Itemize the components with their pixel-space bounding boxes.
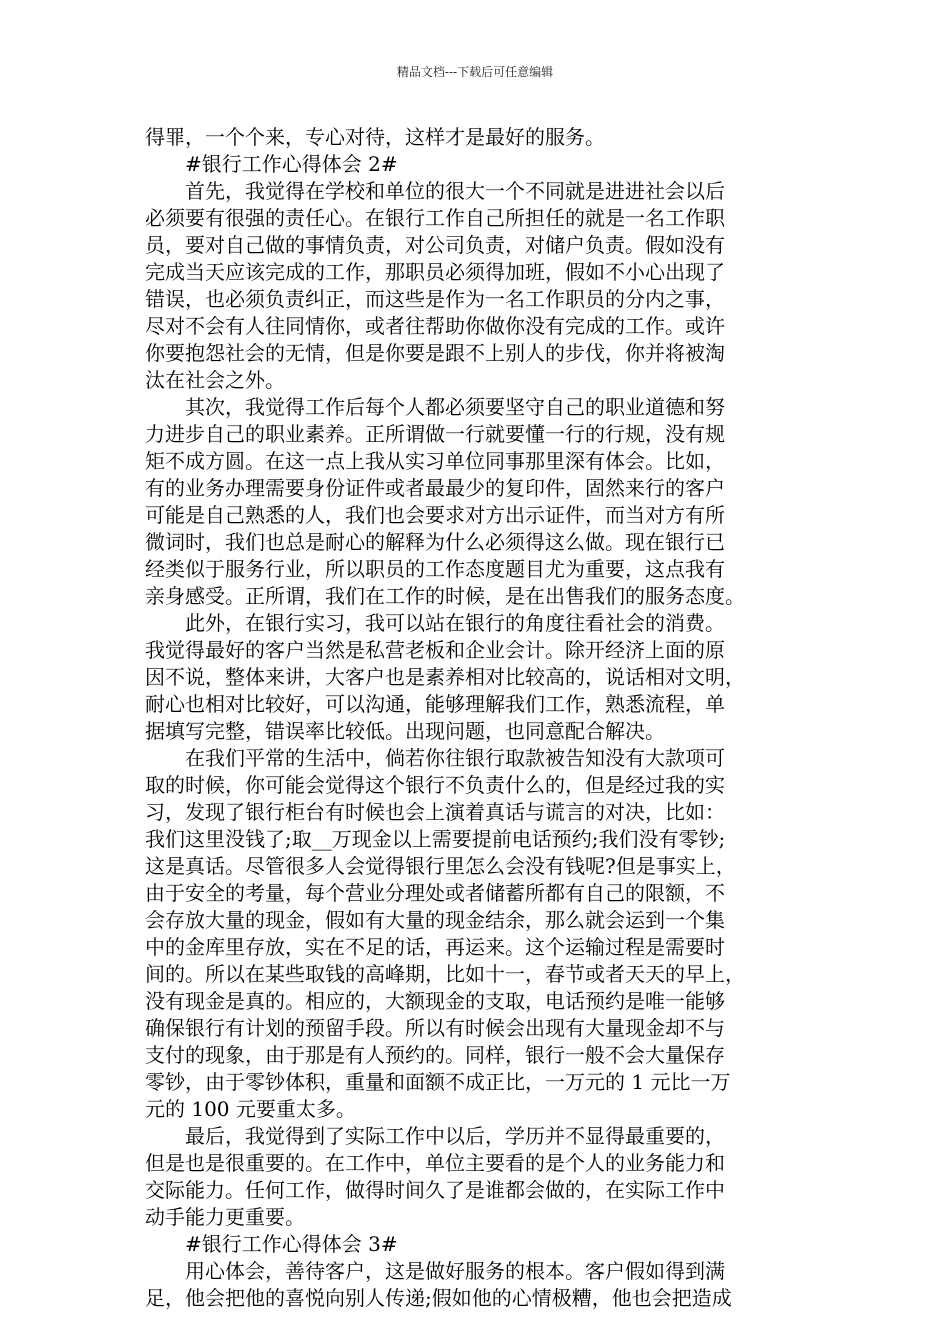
page-header: 精品文档---下载后可任意编辑 xyxy=(396,65,554,79)
text-line: 由于安全的考量，每个营业分理处或者储蓄所都有自己的限额，不 xyxy=(145,881,725,905)
text-line: 首先，我觉得在学校和单位的很大一个不同就是进进社会以后 xyxy=(185,179,725,203)
text-line: 耐心也相对比较好，可以沟通，能够理解我们工作，熟悉流程，单 xyxy=(145,692,725,716)
text-line: 最后，我觉得到了实际工作中以后，学历并不显得最重要的， xyxy=(185,1124,725,1148)
text-line: #银行工作心得体会 3# xyxy=(185,1232,398,1256)
document-body xyxy=(145,124,805,1312)
text-line: 微词时，我们也总是耐心的解释为什么必须得这么做。现在银行已 xyxy=(145,530,725,554)
text-line: 会存放大量的现金，假如有大量的现金结余，那么就会运到一个集 xyxy=(145,908,725,932)
text-line: 用心体会，善待客户，这是做好服务的根本。客户假如得到满 xyxy=(185,1259,725,1283)
text-line: 确保银行有计划的预留手段。所以有时候会出现有大量现金却不与 xyxy=(145,1016,725,1040)
text-line: 其次，我觉得工作后每个人都必须要坚守自己的职业道德和努 xyxy=(185,395,725,419)
text-line: 完成当天应该完成的工作，那职员必须得加班，假如不小心出现了 xyxy=(145,260,725,284)
text-line: 支付的现象，由于那是有人预约的。同样，银行一般不会大量保存 xyxy=(145,1043,725,1067)
text-line: 有的业务办理需要身份证件或者最最少的复印件，固然来行的客户 xyxy=(145,476,725,500)
text-line: 因不说，整体来讲，大客户也是素养相对比较高的，说话相对文明， xyxy=(145,665,745,689)
text-line: 交际能力。任何工作，做得时间久了是谁都会做的，在实际工作中 xyxy=(145,1178,725,1202)
text-line: 力进步自己的职业素养。正所谓做一行就要懂一行的行规，没有规 xyxy=(145,422,725,446)
text-line: 零钞，由于零钞体积，重量和面额不成正比，一万元的 1 元比一万 xyxy=(145,1070,731,1094)
text-line: 经类似于服务行业，所以职员的工作态度题目尤为重要，这点我有 xyxy=(145,557,725,581)
text-line: 习，发现了银行柜台有时候也会上演着真话与谎言的对决，比如： xyxy=(145,800,725,824)
text-line: 我觉得最好的客户当然是私营老板和企业会计。除开经济上面的原 xyxy=(145,638,725,662)
text-line: 据填写完整，错误率比较低。出现问题，也同意配合解决。 xyxy=(145,719,665,743)
text-line: 尽对不会有人往同情你，或者往帮助你做你没有完成的工作。或许 xyxy=(145,314,725,338)
text-line: 取的时候，你可能会觉得这个银行不负责什么的，但是经过我的实 xyxy=(145,773,725,797)
text-line: 我们这里没钱了;取__万现金以上需要提前电话预约;我们没有零钞; xyxy=(145,827,726,851)
text-line: 可能是自己熟悉的人，我们也会要求对方出示证件，而当对方有所 xyxy=(145,503,725,527)
text-line: 动手能力更重要。 xyxy=(145,1205,305,1229)
text-line: 员，要对自己做的事情负责，对公司负责，对储户负责。假如没有 xyxy=(145,233,725,257)
text-line: 此外，在银行实习，我可以站在银行的角度往看社会的消费。 xyxy=(185,611,725,635)
text-line: 足，他会把他的喜悦向别人传递;假如他的心情极糟，他也会把造成 xyxy=(145,1286,732,1310)
text-line: #银行工作心得体会 2# xyxy=(185,152,398,176)
text-line: 这是真话。尽管很多人会觉得银行里怎么会没有钱呢?但是事实上， xyxy=(145,854,736,878)
text-line: 必须要有很强的责任心。在银行工作自己所担任的就是一名工作职 xyxy=(145,206,725,230)
text-line: 但是也是很重要的。在工作中，单位主要看的是个人的业务能力和 xyxy=(145,1151,725,1175)
text-line: 汰在社会之外。 xyxy=(145,368,285,392)
text-line: 没有现金是真的。相应的，大额现金的支取，电话预约是唯一能够 xyxy=(145,989,725,1013)
text-line: 得罪，一个个来，专心对待，这样才是最好的服务。 xyxy=(145,125,605,149)
text-line: 亲身感受。正所谓，我们在工作的时候，是在出售我们的服务态度。 xyxy=(145,584,745,608)
text-line: 中的金库里存放，实在不足的话，再运来。这个运输过程是需要时 xyxy=(145,935,725,959)
text-line: 在我们平常的生活中，倘若你往银行取款被告知没有大款项可 xyxy=(185,746,725,770)
text-line: 间的。所以在某些取钱的高峰期，比如十一，春节或者天天的早上， xyxy=(145,962,745,986)
text-line: 错误，也必须负责纠正，而这些是作为一名工作职员的分内之事， xyxy=(145,287,725,311)
text-line: 矩不成方圆。在这一点上我从实习单位同事那里深有体会。比如， xyxy=(145,449,725,473)
text-line: 你要抱怨社会的无情，但是你要是跟不上别人的步伐，你并将被淘 xyxy=(145,341,725,365)
text-line: 元的 100 元要重太多。 xyxy=(145,1097,356,1121)
